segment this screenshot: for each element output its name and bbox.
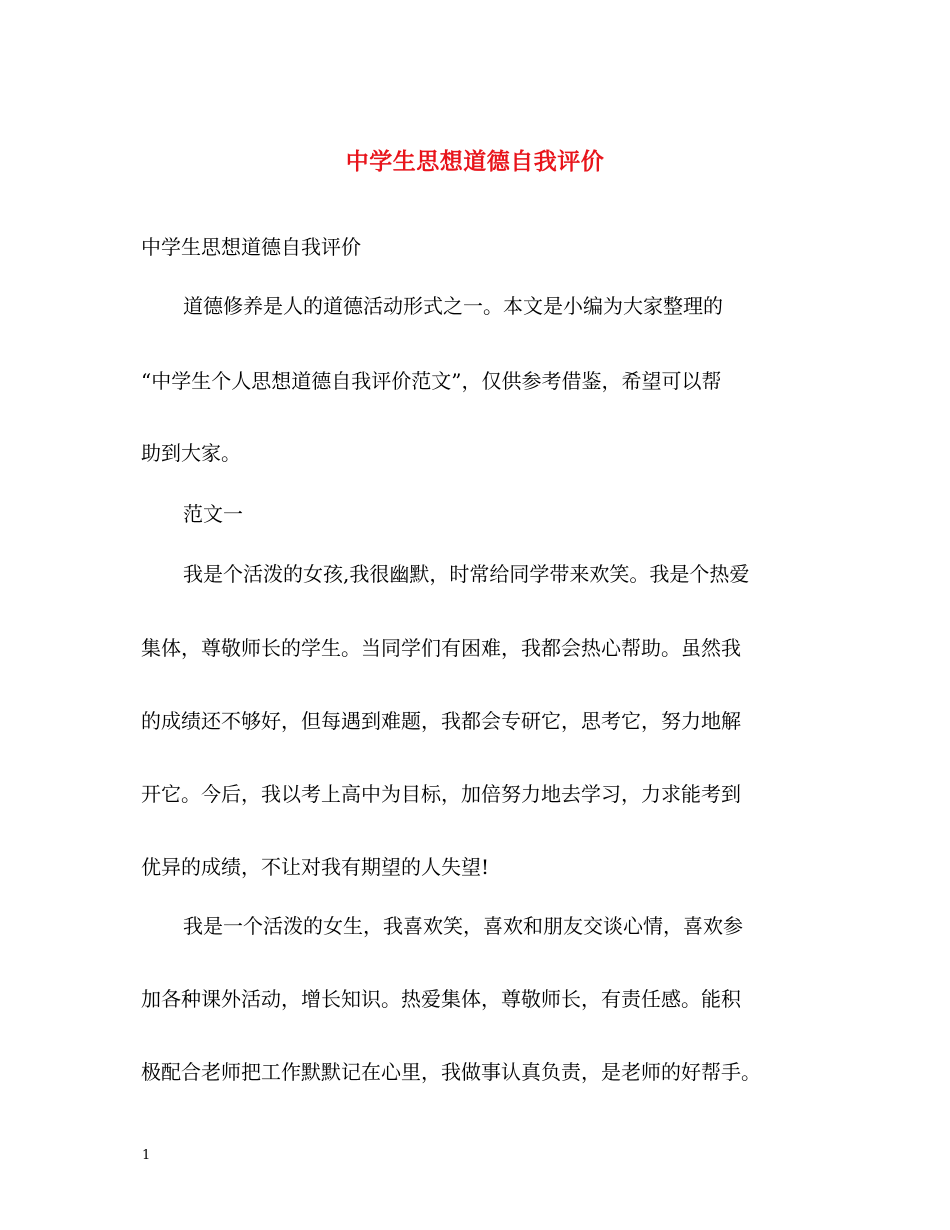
- document-title: 中学生思想道德自我评价: [345, 148, 605, 175]
- text-line-sample-3: 的成绩还不够好，但每遇到难题，我都会专研它，思考它，努力地解: [141, 709, 741, 733]
- text-line-intro-2: “中学生个人思想道德自我评价范文”，仅供参考借鉴，希望可以帮: [141, 369, 722, 393]
- section-heading-sample-one: 范文一: [183, 502, 243, 526]
- page-number: 1: [142, 1148, 151, 1163]
- text-line-sample-4: 开它。今后，我以考上高中为目标，加倍努力地去学习，力求能考到: [141, 782, 741, 806]
- text-line-sample-6: 我是一个活泼的女生，我喜欢笑，喜欢和朋友交谈心情，喜欢参: [183, 914, 743, 938]
- text-line-sample-1: 我是个活泼的女孩,我很幽默，时常给同学带来欢笑。我是个热爱: [183, 562, 750, 586]
- text-line-subtitle: 中学生思想道德自我评价: [141, 235, 361, 259]
- text-line-sample-5: 优异的成绩，不让对我有期望的人失望!: [141, 855, 490, 879]
- text-line-sample-7: 加各种课外活动，增长知识。热爱集体，尊敬师长，有责任感。能积: [141, 987, 741, 1011]
- text-line-sample-8: 极配合老师把工作默默记在心里，我做事认真负责，是老师的好帮手。: [141, 1060, 761, 1084]
- text-line-intro-1: 道德修养是人的道德活动形式之一。本文是小编为大家整理的: [183, 294, 723, 318]
- text-line-intro-3: 助到大家。: [141, 441, 241, 465]
- text-line-sample-2: 集体，尊敬师长的学生。当同学们有困难，我都会热心帮助。虽然我: [141, 636, 741, 660]
